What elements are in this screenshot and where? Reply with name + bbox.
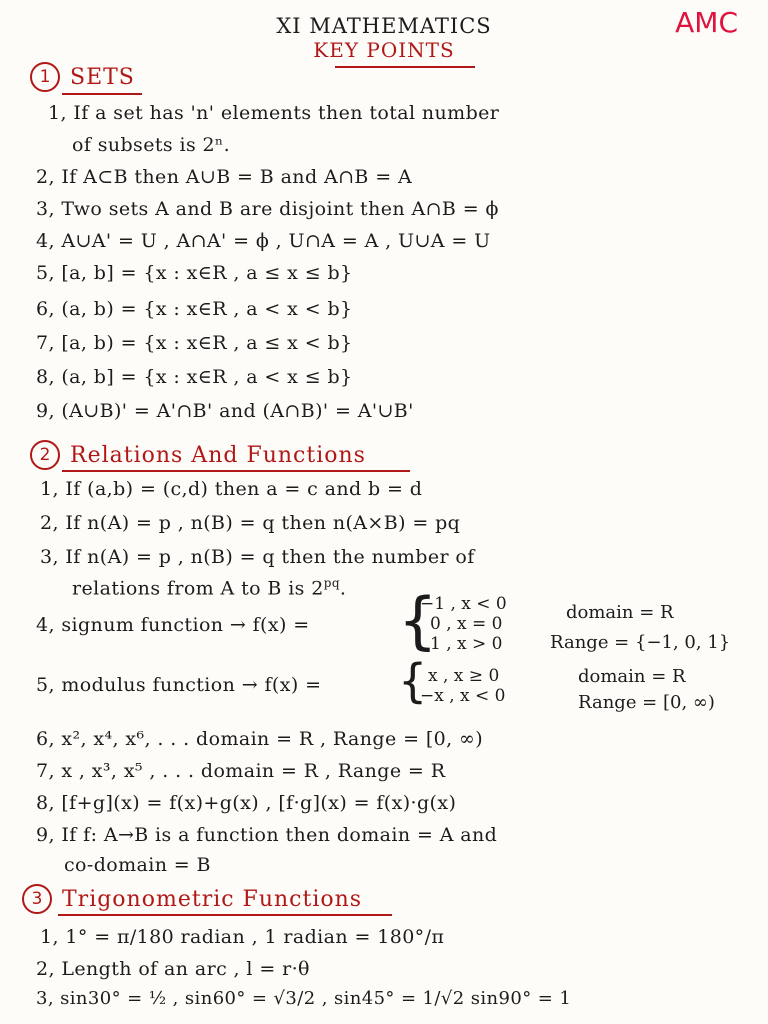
- section-trig-heading: [22, 884, 362, 914]
- modulus-case: −x , x < 0: [420, 686, 506, 706]
- relations-line-8: 8, [f+g](x) = f(x)+g(x) , [f·g](x) = f(x)·g(x): [36, 792, 457, 814]
- signum-case: 1 , x > 0: [430, 634, 503, 654]
- section-sets-heading: [30, 62, 135, 92]
- section-title: SETS: [70, 64, 135, 90]
- sets-line-1: 1, If a set has 'n' elements then total number: [48, 102, 500, 124]
- modulus-domain: domain = R: [578, 666, 686, 687]
- brace-icon: {: [398, 584, 438, 657]
- section-relations-heading: [30, 440, 366, 470]
- relations-line-1: 1, If (a,b) = (c,d) then a = c and b = d: [40, 478, 423, 500]
- section-title: Relations And Functions: [70, 442, 366, 468]
- sets-line-9: 9, (A∪B)' = A'∩B' and (A∩B)' = A'∪B': [36, 400, 414, 422]
- signum-cases: [420, 594, 507, 654]
- trig-line-3: 3, sin30° = ½ , sin60° = √3/2 , sin45° = 1/√2 sin90° = 1: [36, 988, 572, 1009]
- trig-line-1: 1, 1° = π/180 radian , 1 radian = 180°/π: [40, 926, 445, 948]
- section-number-badge: 3: [22, 884, 52, 914]
- section-number-badge: 2: [30, 440, 60, 470]
- sets-line-6: 6, (a, b) = {x : x∈R , a < x < b}: [36, 298, 353, 320]
- page-subtitle: KEY POINTS: [313, 38, 455, 62]
- section-underline: [62, 93, 142, 95]
- sets-line-2: 2, If A⊂B then A∪B = B and A∩B = A: [36, 166, 413, 188]
- relations-line-6: 6, x², x⁴, x⁶, . . . domain = R , Range = [0, ∞): [36, 728, 484, 750]
- amc-logo: AMC: [675, 6, 738, 39]
- modulus-case: x , x ≥ 0: [428, 666, 500, 686]
- modulus-range: Range = [0, ∞): [578, 692, 715, 713]
- relations-line-7: 7, x , x³, x⁵ , . . . domain = R , Range = R: [36, 760, 446, 782]
- sets-line-4: 4, A∪A' = U , A∩A' = ϕ , U∩A = A , U∪A = U: [36, 230, 491, 252]
- sets-line-1b: of subsets is 2ⁿ.: [72, 134, 231, 156]
- relations-line-3b-end: .: [339, 577, 347, 600]
- signum-case: −1 , x < 0: [420, 594, 507, 614]
- subtitle-underline: [335, 66, 475, 68]
- relations-line-3: 3, If n(A) = p , n(B) = q then the number of: [40, 546, 475, 568]
- sets-line-3: 3, Two sets A and B are disjoint then A∩B = ϕ: [36, 198, 499, 220]
- brace-icon: {: [398, 654, 428, 708]
- relations-line-9b: co-domain = B: [64, 854, 211, 876]
- signum-domain-range: [550, 598, 731, 658]
- modulus-domain-range: [578, 664, 715, 716]
- relations-exponent: pq: [323, 576, 340, 590]
- sets-line-5: 5, [a, b] = {x : x∈R , a ≤ x ≤ b}: [36, 262, 353, 284]
- section-underline: [58, 914, 392, 916]
- trig-line-2: 2, Length of an arc , l = r·θ: [36, 958, 310, 980]
- modulus-cases: [420, 666, 506, 706]
- signum-range: Range = {−1, 0, 1}: [550, 632, 731, 653]
- sets-line-7: 7, [a, b) = {x : x∈R , a ≤ x < b}: [36, 332, 353, 354]
- section-underline: [62, 470, 410, 472]
- page-title: XI MATHEMATICS: [276, 14, 492, 38]
- relations-line-2: 2, If n(A) = p , n(B) = q then n(A×B) = pq: [40, 512, 461, 534]
- relations-line-9: 9, If f: A→B is a function then domain = A and: [36, 824, 498, 846]
- section-number-badge: 1: [30, 62, 60, 92]
- relations-line-3b-text: relations from A to B is 2: [72, 577, 324, 600]
- sets-line-8: 8, (a, b] = {x : x∈R , a < x ≤ b}: [36, 366, 353, 388]
- signum-domain: domain = R: [566, 602, 674, 623]
- modulus-label: 5, modulus function → f(x) =: [36, 674, 322, 696]
- relations-line-3b: [72, 576, 346, 599]
- signum-case: 0 , x = 0: [430, 614, 503, 634]
- signum-label: 4, signum function → f(x) =: [36, 614, 310, 636]
- section-title: Trigonometric Functions: [62, 886, 363, 912]
